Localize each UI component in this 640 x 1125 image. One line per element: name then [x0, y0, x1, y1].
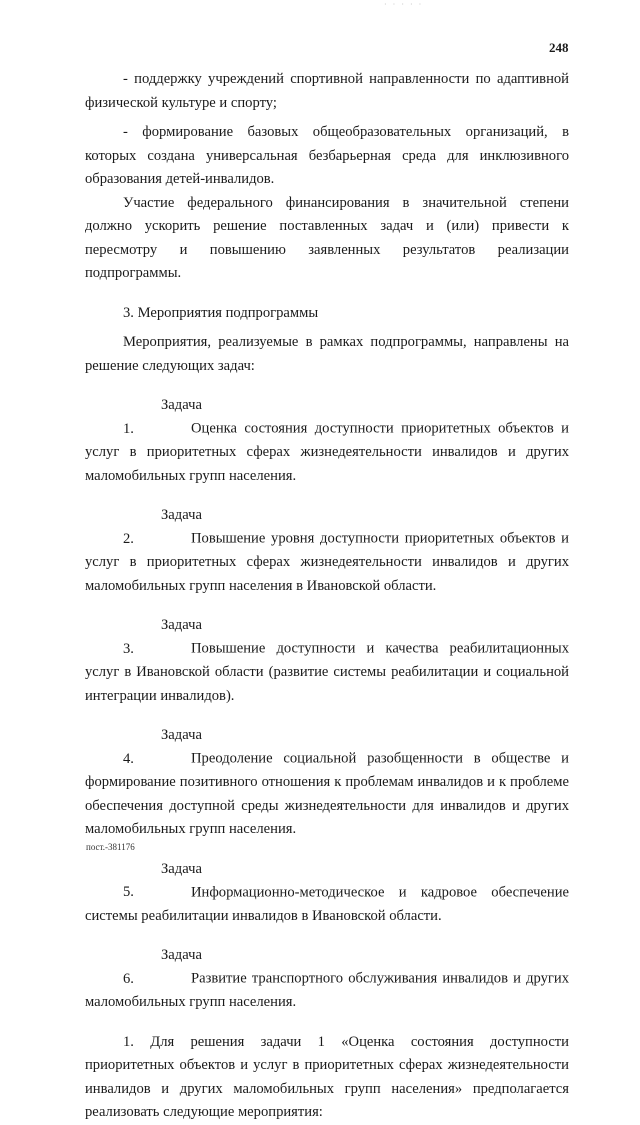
task-label: Задача 6.	[123, 947, 202, 987]
closing-paragraph: 1. Для решения задачи 1 «Оценка состояния доступности приоритетных объектов и услуг в приоритетных сферах жизнедеятельности инвалидов и других маломобильных групп населения» предполагается реализовать следующие мероприятия:	[85, 1033, 569, 1120]
task-label: Задача 1.	[123, 397, 202, 437]
section-heading: 3. Мероприятия подпрограммы	[123, 304, 319, 321]
page-number: 248	[549, 40, 569, 55]
task-text: Развитие транспортного обслуживания инвалидов и других маломобильных групп населения.	[85, 970, 569, 1010]
task-item	[85, 614, 569, 708]
task-text: Повышение уровня доступности приоритетных объектов и услуг в приоритетных сферах жизнедеятельности инвалидов и других маломобильных групп населения в Ивановской области.	[85, 530, 569, 594]
intro-paragraph: - формирование базовых общеобразовательных организаций, в которых создана универсальная безбарьерная среда для инклюзивного образования детей-инвалидов.	[85, 124, 569, 187]
document-body	[85, 68, 569, 1125]
task-text: Преодоление социальной разобщенности в обществе и формирование позитивного отношения к проблемам инвалидов и к проблеме обеспечения доступной среды жизнедеятельности для инвалидов и других маломобильных групп населения.	[85, 750, 569, 837]
section-lead: Мероприятия, реализуемые в рамках подпрограммы, направлены на решение следующих задач:	[85, 334, 569, 374]
footer-stamp: пост.-381176	[86, 842, 135, 852]
task-item	[85, 504, 569, 598]
task-item	[85, 858, 569, 929]
task-text: Информационно-методическое и кадровое обеспечение системы реабилитации инвалидов в Ивановской области.	[85, 884, 569, 924]
task-text: Повышение доступности и качества реабилитационных услуг в Ивановской области (развитие системы реабилитации и социальной интеграции инвалидов).	[85, 640, 569, 704]
task-label: Задача 4.	[123, 727, 202, 767]
scan-mark: · · · · ·	[384, 0, 424, 9]
intro-paragraph: Участие федерального финансирования в значительной степени должно ускорить решение поставленных задач и (или) привести к пересмотру и повышению заявленных результатов реализации подпрограммы.	[85, 194, 569, 281]
task-label: Задача 3.	[123, 617, 202, 657]
task-label: Задача 5.	[123, 860, 202, 900]
task-label: Задача 2.	[123, 507, 202, 547]
task-item	[85, 944, 569, 1015]
task-item	[85, 724, 569, 842]
task-item	[85, 394, 569, 488]
task-text: Оценка состояния доступности приоритетных объектов и услуг в приоритетных сферах жизнедеятельности инвалидов и других маломобильных групп населения.	[85, 420, 569, 484]
intro-paragraph: - поддержку учреждений спортивной направленности по адаптивной физической культуре и спорту;	[85, 71, 569, 111]
